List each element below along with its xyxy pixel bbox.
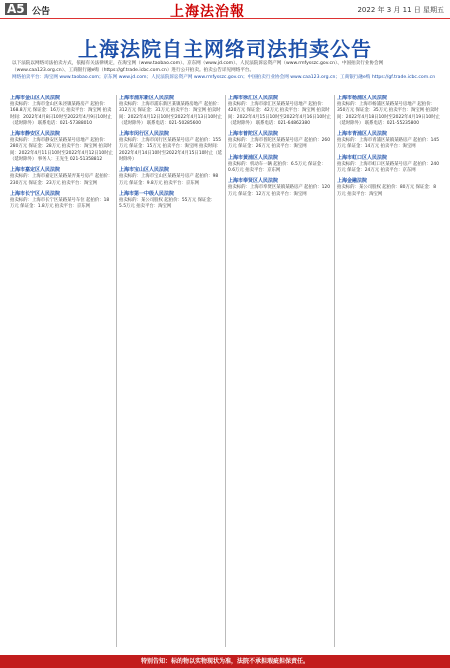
page-number: A5	[7, 2, 25, 16]
lot-detail: 拍卖标的：某公司股权 起拍价：80万元 保证金：8万元 拍卖平台：淘宝网	[337, 185, 436, 197]
auction-lot	[337, 131, 440, 151]
announcement-title: 上海法院自主网络司法拍卖公告	[78, 37, 372, 61]
column-4	[337, 95, 440, 647]
auction-lot	[10, 191, 113, 211]
auction-lot	[337, 155, 440, 175]
auction-lot	[119, 167, 222, 187]
lot-detail: 拍卖标的：上海市嘉定区某路某弄某号房产 起拍价：230万元 保证金：23万元 拍卖平台：淘宝网	[10, 174, 113, 186]
lot-detail: 拍卖标的：上海市普陀区某路某号房产 起拍价：260万元 保证金：26万元 拍卖平台：淘宝网	[228, 138, 330, 150]
intro-text: 以下法院以网络司法拍卖方式，依据有关法律规定，在淘宝网（www.taobao.com）、京东网（www.jd.com）、人民法院诉讼资产网（www.rmfysszc.gov.cn）、中国拍卖行业协会网（www.caa123.org.cn）、工商银行融e购（https://gf.trade.icbc.com.cn）进行公开拍卖。拍卖公告详见网络平台。	[12, 61, 384, 73]
auction-lot	[119, 131, 222, 163]
lot-detail: 拍卖标的：上海市杨浦区某路某号房地产 起拍价：350万元 保证金：35万元 拍卖平台：淘宝网 拍卖时间：2022年4月18日10时至2022年4月19日10时止（延时除外） 联系电话：021-55235800	[337, 102, 440, 126]
court-name: 上海市宝山区人民法院	[119, 167, 170, 174]
court-name: 上海市长宁区人民法院	[10, 190, 61, 197]
court-name: 上海市杨浦区人民法院	[337, 95, 388, 101]
lot-detail: 拍卖标的：上海市闵行区某路某号房产 起拍价：155万元 保证金：15万元 拍卖平台：淘宝网 拍卖时间：2022年4月14日10时至2022年4月15日10时止（延时除外）	[119, 138, 222, 163]
court-name: 上海市第一中级人民法院	[119, 190, 175, 197]
auction-lot	[228, 178, 331, 198]
auction-lot	[10, 167, 113, 187]
lot-detail: 拍卖标的：上海市长宁区某路某号车位 起拍价：18万元 保证金：1.8万元 拍卖平台：京东网	[10, 197, 110, 210]
court-name: 上海市徐汇区人民法院	[228, 95, 279, 101]
court-name: 上海市嘉定区人民法院	[10, 167, 61, 174]
court-name: 上海市黄浦区人民法院	[228, 154, 279, 161]
lot-detail: 拍卖标的：上海市金山区朱泾镇某路房产 起拍价：168.8万元 保证金：16万元 拍卖平台：淘宝网 拍卖时间：2022年4月8日10时至2022年4月9日10时止（延时除外） 联系电话：021-57388010	[10, 102, 112, 126]
announcement-intro	[12, 60, 438, 81]
auction-lot	[119, 191, 222, 211]
court-name: 上海市闵行区人民法院	[119, 131, 170, 138]
auction-lot	[337, 95, 440, 127]
lot-detail: 拍卖标的：机动车一辆 起拍价：6.5万元 保证金：0.6万元 拍卖平台：京东网	[228, 161, 326, 174]
court-name: 上海市普陀区人民法院	[228, 131, 279, 138]
lot-detail: 拍卖标的：某公司股权 起拍价：55万元 保证金：5.5万元 拍卖平台：淘宝网	[119, 197, 216, 210]
column-2	[119, 95, 222, 647]
lot-detail: 拍卖标的：上海市浦东新区某镇某路房地产 起拍价：312万元 保证金：31万元 拍卖平台：淘宝网 拍卖时间：2022年4月12日10时至2022年4月13日10时止（延时除外） 联系电话：021-50285600	[119, 102, 222, 126]
court-name: 上海市金山区人民法院	[10, 95, 61, 101]
page-header	[0, 0, 450, 19]
lot-detail: 拍卖标的：上海市宝山区某路某号房产 起拍价：98万元 保证金：9.8万元 拍卖平台：京东网	[119, 174, 219, 186]
auction-lot	[228, 131, 331, 151]
auction-lot	[119, 95, 222, 127]
platform-links: 网络拍卖平台：淘宝网 www.taobao.com；京东网 www.jd.com；人民法院诉讼资产网 www.rmfysszc.gov.cn；中国拍卖行业协会网 www.caa123.org.cn；工商银行融e购 https://gf.trade.icbc.com.cn	[12, 75, 436, 80]
lot-detail: 拍卖标的：上海市奉贤区某镇某路房产 起拍价：120万元 保证金：12万元 拍卖平台：淘宝网	[228, 185, 330, 197]
court-name: 上海市奉贤区人民法院	[228, 178, 279, 185]
footer-notice-bar	[0, 655, 450, 668]
auction-lot	[10, 131, 113, 163]
issue-date: 2022 年 3 月 11 日 星期五	[357, 6, 444, 14]
lot-detail: 拍卖标的：上海市徐汇区某路某号房地产 起拍价：420万元 保证金：42万元 拍卖平台：淘宝网 拍卖时间：2022年4月15日10时至2022年4月16日10时止（延时除外） 联系电话：021-64862380	[228, 102, 331, 126]
court-name: 上海金融法院	[337, 178, 368, 185]
auction-columns	[10, 95, 440, 647]
section-name: 公告	[32, 7, 51, 17]
lot-detail: 拍卖标的：上海市静安区某路某号房地产 起拍价：280万元 保证金：28万元 拍卖平台：淘宝网 拍卖时间：2022年4月11日10时至2022年4月12日10时止（延时除外） 事务人：王先生 021-51358812	[10, 138, 113, 163]
auction-lot	[228, 155, 331, 175]
footer-notice: 特别告知：标的物以实物现状为准，法院不承担瑕疵担保责任。	[140, 658, 309, 665]
court-name: 上海市青浦区人民法院	[337, 131, 388, 138]
column-1	[10, 95, 113, 647]
column-3	[228, 95, 331, 647]
auction-lot	[337, 178, 440, 198]
court-name: 上海市静安区人民法院	[10, 131, 61, 138]
court-name: 上海市浦东新区人民法院	[119, 95, 175, 101]
court-name: 上海市虹口区人民法院	[337, 154, 388, 161]
lot-detail: 拍卖标的：上海市虹口区某路某号房产 起拍价：240万元 保证金：24万元 拍卖平台：京东网	[337, 161, 439, 174]
auction-lot	[228, 95, 331, 127]
lot-detail: 拍卖标的：上海市青浦区某镇某路房产 起拍价：145万元 保证金：14万元 拍卖平台：淘宝网	[337, 138, 439, 150]
newspaper-masthead: 上海法治報	[170, 4, 245, 20]
auction-lot	[10, 95, 113, 127]
